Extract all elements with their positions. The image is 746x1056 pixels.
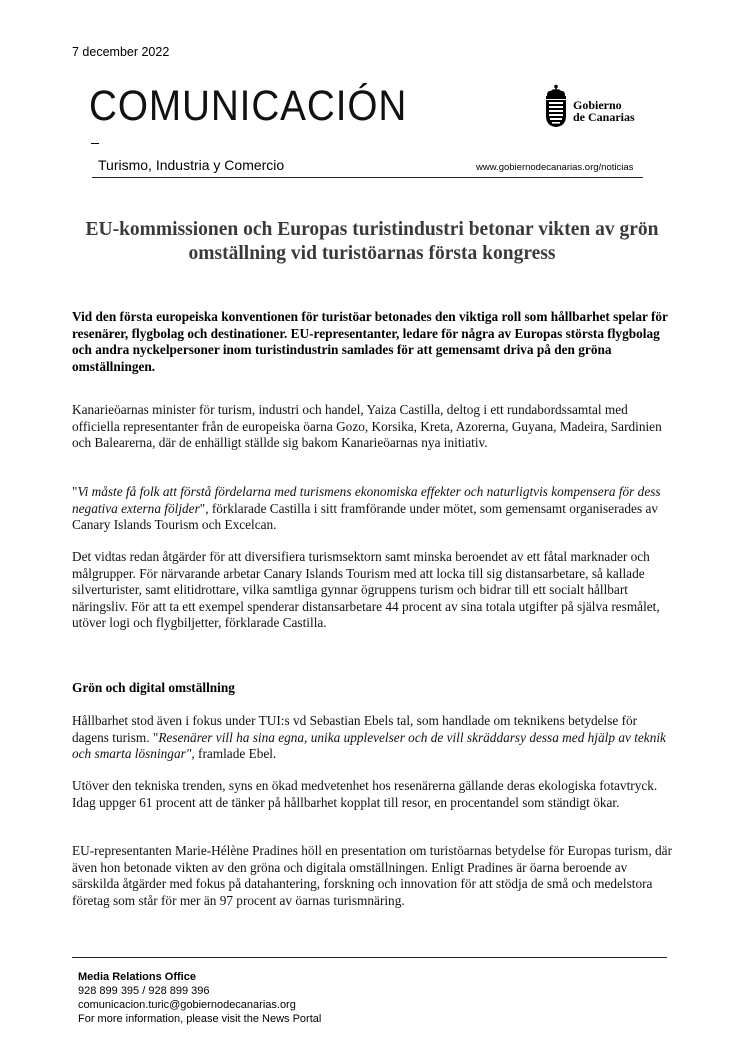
header-divider: [92, 177, 643, 178]
paragraph-4-start: Hållbarhet stod även i fokus under TUI:s vd Sebastian Ebels tal, som handlade om teknikens betydelse för dagens turism. ": [72, 713, 638, 745]
footer-phones: 928 899 395 / 928 899 396: [78, 985, 210, 997]
press-release-date: 7 december 2022: [72, 45, 170, 59]
footer-info: For more information, please visit the News Portal: [78, 1013, 322, 1025]
paragraph-6: EU-representanten Marie-Hélène Pradines höll en presentation om turistöarnas betydelse för Europas turism, där även hon betonade vikten av den gröna och digitala omställningen. Enligt Pradines är öarna beroende av särskilda åtgärder med fokus på datahantering, forskning och innovation för att stödja de små och medelstora företag som står för mer än 97 procent av öarnas turismnäring.: [72, 843, 673, 908]
footer-divider: [72, 957, 667, 958]
paragraph-3: Det vidtas redan åtgärder för att diversifiera turismsektorn samt minska beroendet av ett fåtal marknader och målgrupper. För närvarande arbetar Canary Islands Tourism med att locka till sig distansarbetare, så kallade silverturister, samt elitidrottare, vilka samtliga gynnar ögruppens turism och bidrar till ett socialt hållbart näringsliv. För att ta ett exempel spenderar distansarbetare 44 procent av sina totala utgifter på själva resmålet, utöver logi och flygbiljetter, förklarade Castilla.: [72, 549, 660, 631]
article-lead: Vid den första europeiska konventionen för turistöar betonades den viktiga roll som hållbarhet spelar för resenärer, flygbolag och destinationer. EU-representanter, ledare för några av Europas största flygbolag och andra nyckelpersoner inom turistindustrin samlades för att gemensamt driva på den gröna omställningen.: [72, 309, 668, 374]
department-name: Turismo, Industria y Comercio: [98, 157, 285, 173]
website-link[interactable]: www.gobiernodecanarias.org/noticias: [476, 162, 634, 173]
paragraph-2-rest: ", förklarade Castilla i sitt framförande under mötet, som gemensamt organiserades av Canary Islands Tourism och Excelcan.: [72, 500, 659, 533]
logo-text-line2: de Canarias: [573, 110, 635, 124]
section-subheading: Grön och digital omställning: [72, 680, 235, 695]
quote-open-mark: ": [72, 484, 78, 499]
paragraph-2: [72, 484, 676, 534]
castilla-quote: Vi måste få folk att förstå fördelarna med turismens ekonomiska effekter och naturligtvis kompensera för dess negativa externa följder: [72, 484, 661, 516]
footer-email[interactable]: comunicacion.turic@gobiernodecanarias.org: [78, 999, 296, 1011]
logo-text-line1: Gobierno: [573, 98, 622, 112]
paragraph-1: Kanarieöarnas minister för turism, industri och handel, Yaiza Castilla, deltog i ett rundabordssamtal med officiella representanter från de europeiska öarna Gozo, Korsika, Kreta, Azorerna, Guyana, Madeira, Sardinien och Balearerna, där de enhälligt ställde sig bakom Kanarieöarnas nya initiativ.: [72, 402, 662, 451]
paragraph-5: Utöver den tekniska trenden, syns en ökad medvetenhet hos resenärerna gällande deras ekologiska fotavtryck. Idag uppger 61 procent att de tänker på hållbarhet kopplat till resor, en procentandel som ständigt ökar.: [72, 778, 658, 810]
brand-title: COMUNICACIÓN: [89, 82, 408, 130]
header-dash: [91, 143, 99, 144]
paragraph-4: [72, 713, 676, 763]
footer-office-label: Media Relations Office: [78, 971, 196, 983]
ebel-quote: Resenärer vill ha sina egna, unika upplevelser och de vill skräddarsy dessa med hjälp av teknik och smarta lösningar",: [72, 729, 666, 762]
paragraph-4-end: framlade Ebel.: [194, 746, 277, 762]
gobierno-de-canarias-logo: [542, 84, 646, 130]
footer-contact: [78, 970, 321, 1026]
coat-of-arms-icon: [542, 84, 570, 128]
article-headline: EU-kommissionen och Europas turistindustri betonar vikten av grön omställning vid turistöarnas första kongress: [85, 219, 659, 264]
